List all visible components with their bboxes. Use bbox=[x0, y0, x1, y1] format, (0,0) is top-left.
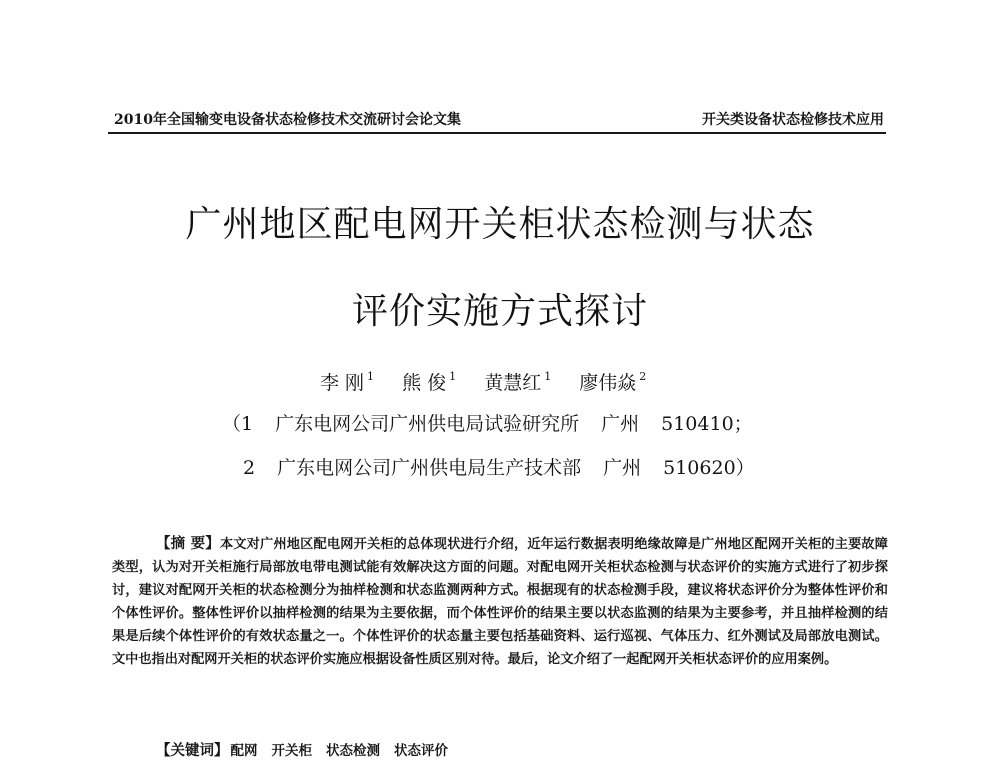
affiliation-number: （1 bbox=[222, 413, 254, 435]
abstract-text: 本文对广州地区配电网开关柜的总体现状进行介绍，近年运行数据表明绝缘故障是广州地区配网开关柜的主要故障类型，认为对开关柜施行局部放电带电测试能有效解决这方面的问题。对配电网开关柜状态检测与状态评价的实施方式进行了初步探讨，建议对配网开关柜的状态检测分为抽样检测和状态监测两种方式。根据现有的状态检测手段，建议将状态评价分为整体性评价和个体性评价。整体性评价以抽样检测的结果为主要依据，而个体性评价的结果主要以状态监测的结果为主要参考，并且抽样检测的结果是后续个体性评价的有效状态量之一。个体性评价的状态量主要包括基础资料、运行巡视、气体压力、红外测试及局部放电测试。文中也指出对配网开关柜的状态评价实施应根据设备性质区别对待。最后，论文介绍了一起配网开关柜状态评价的应用案例。 bbox=[112, 537, 888, 668]
author bbox=[402, 368, 456, 395]
author-name: 李 刚 bbox=[320, 372, 365, 394]
affiliation-number: 2 bbox=[243, 457, 256, 479]
running-head-proceedings: 2010年全国输变电设备状态检修技术交流研讨会论文集 bbox=[114, 112, 461, 128]
affiliation-postcode: 510620） bbox=[663, 457, 755, 479]
author-name: 廖伟焱 bbox=[579, 372, 637, 394]
paper-title-line-2: 评价实施方式探讨 bbox=[351, 291, 648, 332]
affiliation-1 bbox=[222, 409, 753, 436]
abstract-label: 【摘 要】 bbox=[156, 535, 220, 552]
keywords-label: 【关键词】 bbox=[156, 742, 229, 759]
paper-title-line-1: 广州地区配电网开关柜状态检测与状态 bbox=[185, 204, 815, 245]
keyword: 开关柜 bbox=[271, 743, 312, 759]
affiliation-city: 广州 bbox=[603, 457, 642, 479]
keyword: 状态检测 bbox=[326, 743, 380, 759]
affiliation-postcode: 510410； bbox=[661, 413, 753, 435]
running-head bbox=[108, 106, 886, 134]
affiliation-2 bbox=[243, 453, 755, 480]
author-name: 黄慧红 bbox=[484, 372, 542, 394]
author-affiliation-mark: 2 bbox=[639, 370, 647, 383]
author bbox=[320, 368, 374, 395]
author bbox=[579, 368, 646, 395]
affiliation-organization: 广东电网公司广州供电局试验研究所 bbox=[275, 413, 580, 435]
author bbox=[484, 368, 551, 395]
author-affiliation-mark: 1 bbox=[367, 370, 375, 383]
author-list bbox=[320, 368, 720, 395]
author-name: 熊 俊 bbox=[402, 372, 447, 394]
keyword: 状态评价 bbox=[394, 743, 448, 759]
keyword: 配网 bbox=[230, 743, 258, 759]
affiliation-organization: 广东电网公司广州供电局生产技术部 bbox=[277, 457, 582, 479]
author-affiliation-mark: 1 bbox=[544, 370, 552, 383]
author-affiliation-mark: 1 bbox=[449, 370, 457, 383]
affiliation-city: 广州 bbox=[601, 413, 640, 435]
abstract bbox=[112, 532, 888, 672]
keywords bbox=[156, 739, 462, 760]
running-head-section: 开关类设备状态检修技术应用 bbox=[702, 112, 884, 128]
